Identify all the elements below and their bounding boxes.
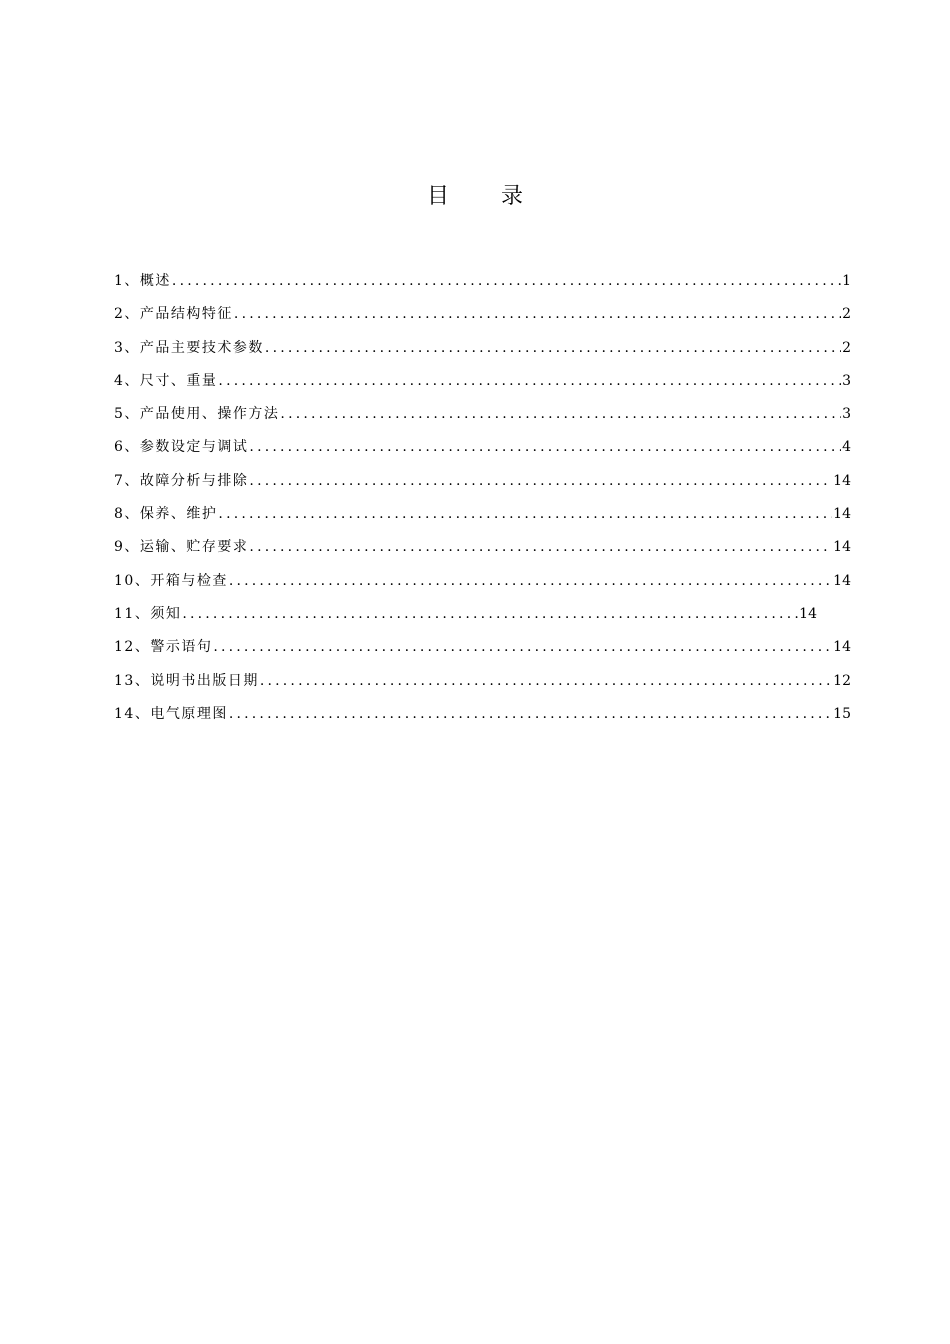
toc-entry-label: 7、故障分析与排除 bbox=[114, 472, 249, 489]
toc-entry-label: 5、产品使用、操作方法 bbox=[114, 406, 280, 423]
toc-entry[interactable] bbox=[114, 603, 817, 636]
toc-leader-dots bbox=[249, 439, 841, 455]
toc-entry-page: 2 bbox=[842, 306, 851, 323]
toc-entry-page: 14 bbox=[833, 472, 851, 489]
toc-entry[interactable] bbox=[114, 503, 851, 536]
toc-title-char-2: 录 bbox=[501, 184, 524, 209]
toc-leader-dots bbox=[280, 406, 841, 422]
table-of-contents bbox=[114, 270, 851, 736]
toc-entry-page: 3 bbox=[842, 406, 851, 423]
toc-entry-page: 4 bbox=[842, 439, 851, 456]
toc-title-char-1: 目 bbox=[426, 184, 449, 209]
toc-leader-dots bbox=[229, 573, 832, 589]
toc-entry-label: 2、产品结构特征 bbox=[114, 306, 233, 323]
toc-entry-label: 8、保养、维护 bbox=[114, 506, 218, 523]
toc-entry-page: 3 bbox=[842, 372, 851, 389]
toc-entry[interactable] bbox=[114, 670, 851, 703]
toc-entry-page: 14 bbox=[833, 539, 851, 556]
toc-entry-label: 11、须知 bbox=[114, 605, 182, 622]
toc-leader-dots bbox=[229, 706, 832, 722]
toc-leader-dots bbox=[265, 340, 841, 356]
toc-leader-dots bbox=[182, 606, 798, 622]
toc-entry-page: 2 bbox=[842, 339, 851, 356]
toc-entry[interactable] bbox=[114, 337, 851, 370]
toc-entry[interactable] bbox=[114, 303, 851, 336]
toc-entry-label: 10、开箱与检查 bbox=[114, 572, 228, 589]
toc-entry-page: 12 bbox=[833, 672, 851, 689]
toc-leader-dots bbox=[172, 273, 841, 289]
toc-entry-page: 1 bbox=[842, 273, 851, 289]
toc-leader-dots bbox=[249, 473, 832, 489]
toc-leader-dots bbox=[218, 506, 832, 522]
toc-entry[interactable] bbox=[114, 703, 851, 736]
toc-entry-label: 12、警示语句 bbox=[114, 639, 213, 656]
toc-entry-label: 3、产品主要技术参数 bbox=[114, 339, 264, 356]
toc-entry[interactable] bbox=[114, 403, 851, 436]
toc-entry-label: 4、尺寸、重量 bbox=[114, 372, 218, 389]
toc-leader-dots bbox=[234, 306, 841, 322]
toc-entry-label: 13、说明书出版日期 bbox=[114, 672, 259, 689]
toc-leader-dots bbox=[218, 373, 841, 389]
toc-entry-page: 15 bbox=[833, 705, 851, 722]
toc-leader-dots bbox=[260, 673, 832, 689]
toc-entry[interactable] bbox=[114, 570, 851, 603]
toc-title bbox=[0, 182, 950, 212]
toc-entry-label: 9、运输、贮存要求 bbox=[114, 539, 249, 556]
toc-entry-label: 1、概述 bbox=[114, 273, 171, 289]
toc-entry-label: 6、参数设定与调试 bbox=[114, 439, 249, 456]
toc-entry[interactable] bbox=[114, 270, 851, 303]
toc-leader-dots bbox=[213, 639, 832, 655]
toc-entry-label: 14、电气原理图 bbox=[114, 705, 228, 722]
toc-entry[interactable] bbox=[114, 636, 851, 669]
toc-leader-dots bbox=[249, 539, 832, 555]
toc-entry[interactable] bbox=[114, 436, 851, 469]
toc-entry-page: 14 bbox=[833, 572, 851, 589]
toc-entry-page: 14 bbox=[799, 605, 817, 622]
toc-entry[interactable] bbox=[114, 536, 851, 569]
toc-entry-page: 14 bbox=[833, 639, 851, 656]
toc-entry[interactable] bbox=[114, 370, 851, 403]
toc-entry-page: 14 bbox=[833, 506, 851, 523]
toc-entry[interactable] bbox=[114, 470, 851, 503]
